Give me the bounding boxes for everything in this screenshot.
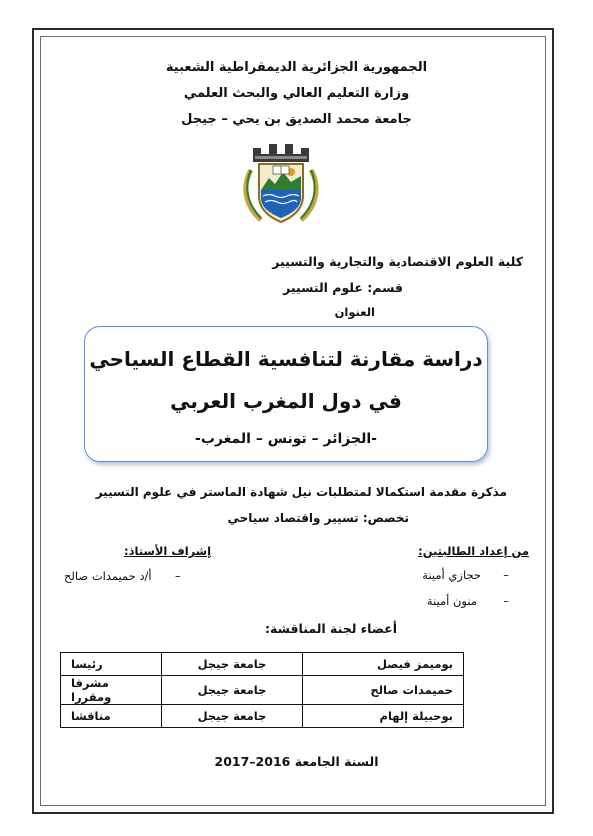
academic-year: السنة الجامعة 2016–2017 [214,754,379,769]
committee-member-name: بوميمز فيصل [303,653,464,676]
university-crest-logo [239,140,323,228]
faculty-name: كلية العلوم الاقتصادية والتجارية والتسيير [272,254,523,269]
supervisor-bullet: – [175,569,181,583]
table-row [61,676,464,705]
republic-heading: الجمهورية الجزائرية الديمقراطية الشعبية [165,60,428,75]
student-name-1: حجازي أمينة [422,568,481,582]
student-bullet-1: – [503,568,509,582]
student-name-2: منون أمينة [426,594,477,608]
thesis-title-countries: -الجزائر – تونس – المغرب- [195,431,377,447]
students-heading: من إعداد الطالبتين: [418,544,529,558]
ministry-heading: وزارة التعليم العالي والبحث العلمي [183,86,410,101]
thesis-title-line2: في دول المغرب العربي [170,389,402,413]
committee-member-role: مشرفا ومقررا [61,676,162,705]
supervisor-heading: إشراف الأستاذ: [124,544,212,558]
thesis-title-line1: دراسة مقارنة لتنافسية القطاع السياحي [89,347,483,371]
committee-member-institution: جامعة جيجل [162,676,303,705]
title-label: العنوان [334,305,375,319]
thesis-title-box [84,326,488,462]
committee-table [60,652,464,728]
university-heading: جامعة محمد الصديق بن يحي – جيجل [181,112,412,127]
committee-member-role: رئيسا [61,653,162,676]
committee-member-name: حميمدات صالح [303,676,464,705]
table-row [61,653,464,676]
committee-member-institution: جامعة جيجل [162,653,303,676]
department-name: قسم: علوم التسيير [283,280,403,295]
committee-member-role: مناقشا [61,705,162,728]
committee-member-institution: جامعة جيجل [162,705,303,728]
table-row [61,705,464,728]
committee-heading: أعضاء لجنة المناقشة: [265,621,397,636]
specialty-line: تخصص: تسيير واقتصاد سياحي [227,511,409,525]
student-bullet-2: – [503,594,509,608]
supervisor-name: أ/د حميمدات صالح [64,569,152,583]
committee-member-name: بوحبيلة إلهام [303,705,464,728]
thesis-purpose-note: مذكرة مقدمة استكمالا لمتطلبات نيل شهادة الماستر في علوم التسيير [95,485,507,499]
